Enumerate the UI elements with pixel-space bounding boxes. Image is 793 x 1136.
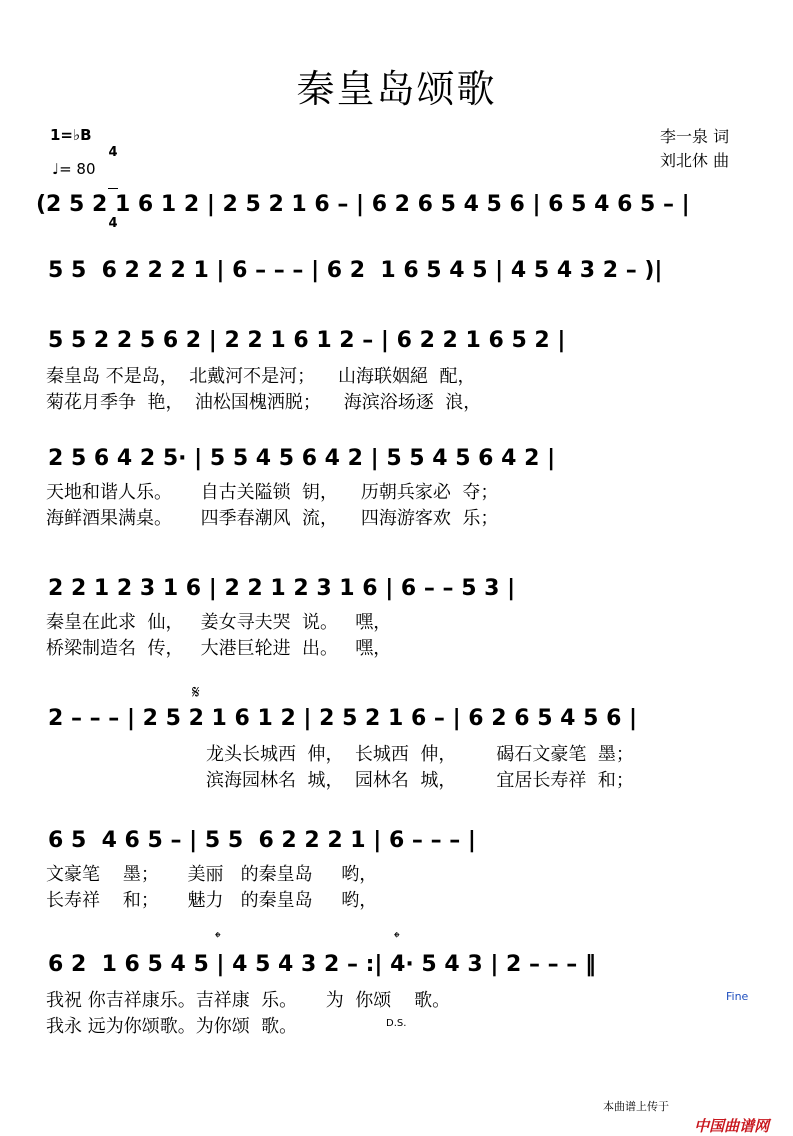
lyric-line-7-verse-2: 长寿祥 和； 魅力 的秦皇岛 哟，	[46, 890, 378, 911]
coda-sign-2: 𝄌	[394, 928, 400, 947]
lyric-line-3-verse-2: 菊花月季争 艳， 油松国槐洒脱； 海滨浴场逐 浪，	[46, 392, 482, 413]
site-logo-text: 中国曲谱网	[694, 1119, 770, 1135]
score-line-3: 5 5 2 2 5 6 2 | 2 2 1 6 1 2 – | 6 2 2 1 6 5 2 |	[48, 328, 566, 353]
lyric-line-5-verse-1: 秦皇在此求 仙， 姜女寻夫哭 说。 嘿，	[46, 612, 392, 633]
tempo-marking: ♩= 80	[52, 160, 96, 178]
lyric-line-5-verse-2: 桥梁制造名 传， 大港巨轮进 出。 嘿，	[46, 638, 392, 659]
score-line-1: (2 5 2 1 6 1 2 | 2 5 2 1 6 – | 6 2 6 5 4 5 6 | 6 5 4 6 5 – |	[36, 192, 690, 217]
lyric-line-8-verse-2: 我永 远为你颂歌。为你颂 歌。	[46, 1016, 298, 1037]
time-signature	[108, 118, 118, 245]
score-line-7: 6 5 4 6 5 – | 5 5 6 2 2 2 1 | 6 – – – |	[48, 828, 476, 853]
lyric-line-4-verse-2: 海鲜酒果满桌。 四季春潮风 流， 四海游客欢 乐；	[46, 508, 499, 529]
time-signature-bottom: 4	[108, 216, 118, 231]
lyric-line-6-verse-1: 龙头长城西 伸， 长城西 伸， 碣石文豪笔 墨；	[206, 744, 634, 765]
page-title: 秦皇岛颂歌	[296, 67, 497, 111]
lyric-line-8-verse-1: 我祝 你吉祥康乐。吉祥康 乐。 为 你颂 歌。	[46, 990, 451, 1011]
time-signature-top: 4	[108, 145, 118, 160]
score-line-6: 2 – – – | 2 5 2 1 6 1 2 | 2 5 2 1 6 – | 6 2 6 5 4 5 6 |	[48, 706, 638, 731]
score-line-4: 2 5 6 4 2 5· | 5 5 4 5 6 4 2 | 5 5 4 5 6 4 2 |	[48, 446, 556, 471]
footer-upload-text: 本曲谱上传于	[603, 1100, 669, 1113]
coda-sign-1: 𝄌	[215, 928, 221, 947]
lyric-line-7-verse-1: 文豪笔 墨； 美丽 的秦皇岛 哟，	[46, 864, 378, 885]
score-line-5: 2 2 1 2 3 1 6 | 2 2 1 2 3 1 6 | 6 – – 5 3 |	[48, 576, 516, 601]
lyric-line-4-verse-1: 天地和谐人乐。 自古关隘锁 钥， 历朝兵家必 夺；	[46, 482, 499, 503]
lyric-line-3-verse-1: 秦皇岛 不是岛， 北戴河不是河； 山海联姻絕 配，	[46, 366, 476, 387]
site-logo	[684, 1096, 769, 1136]
ds-mark: D.S.	[386, 1018, 407, 1029]
score-line-8: 6 2 1 6 5 4 5 | 4 5 4 3 2 – :| 4· 5 4 3 | 2 – – – ‖	[48, 952, 596, 977]
composer: 刘北休 曲	[660, 151, 730, 170]
lyricist: 李一泉 词	[660, 127, 730, 146]
key-signature: 1=♭B	[50, 126, 92, 144]
segno-sign: 𝄋	[192, 682, 200, 703]
fine-mark: Fine	[726, 990, 749, 1003]
lyric-line-6-verse-2: 滨海园林名 城， 园林名 城， 宜居长寿祥 和；	[206, 770, 634, 791]
score-line-2: 5 5 6 2 2 2 1 | 6 – – – | 6 2 1 6 5 4 5 | 4 5 4 3 2 – )|	[48, 258, 663, 283]
